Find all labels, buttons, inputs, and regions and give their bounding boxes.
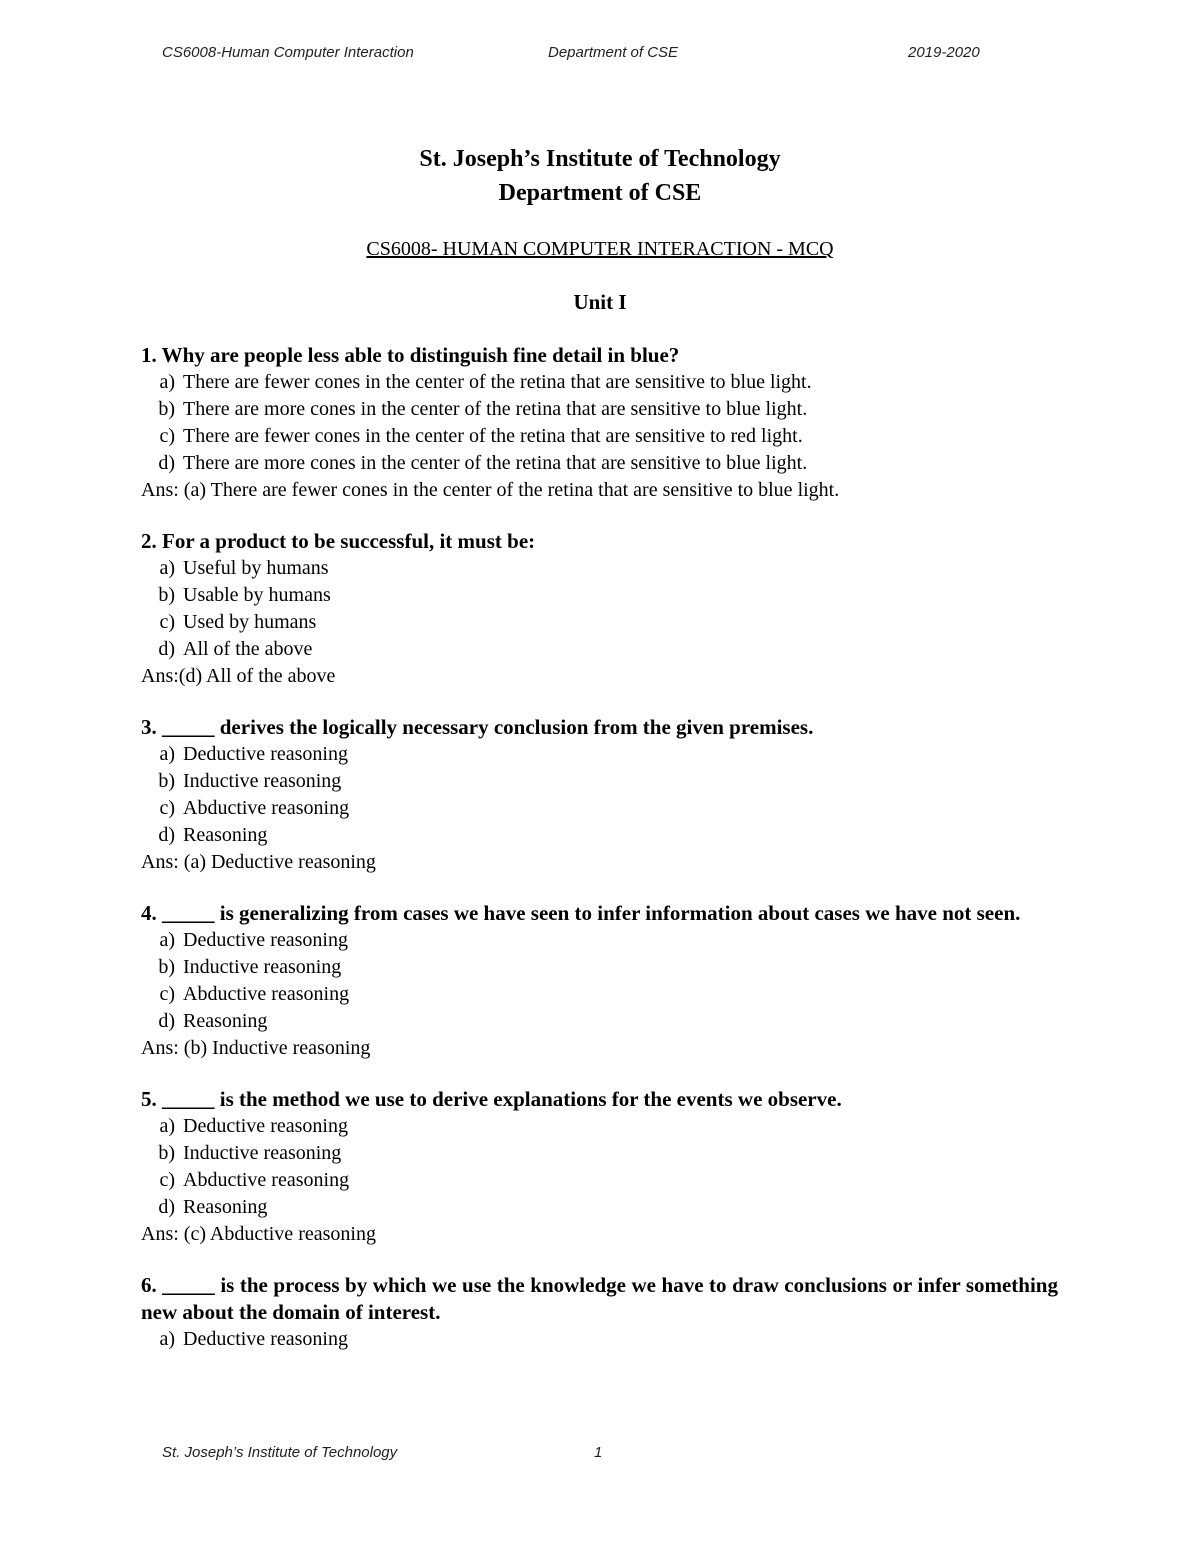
option-label: d) xyxy=(158,1196,175,1218)
unit-heading: Unit I xyxy=(573,290,627,314)
answer-text: Ans: (a) There are fewer cones in the center of the retina that are sensitive to blue light. xyxy=(141,479,840,501)
question-text: 3. _____ derives the logically necessary conclusion from the given premises. xyxy=(141,715,814,739)
answer-text: Ans: (c) Abductive reasoning xyxy=(141,1223,376,1245)
option-text: Inductive reasoning xyxy=(183,1142,342,1164)
option-label: c) xyxy=(159,797,175,819)
answer-text: Ans:(d) All of the above xyxy=(141,665,336,687)
option-item xyxy=(141,582,1058,609)
option-item xyxy=(141,555,1058,582)
option-item xyxy=(141,981,1058,1008)
option-label: c) xyxy=(159,1169,175,1191)
answer-text: Ans: (a) Deductive reasoning xyxy=(141,851,376,873)
option-item xyxy=(141,927,1058,954)
option-label: b) xyxy=(158,584,175,606)
question-text: 6. _____ is the process by which we use the knowledge we have to draw conclusions or infer something new about the domain of interest. xyxy=(141,1273,1058,1324)
option-item xyxy=(141,741,1058,768)
option-label: d) xyxy=(158,452,175,474)
option-label: a) xyxy=(159,743,175,765)
option-item xyxy=(141,609,1058,636)
option-list xyxy=(141,1326,1058,1353)
question-block xyxy=(141,900,1058,1062)
option-text: Usable by humans xyxy=(183,584,331,606)
course-title: CS6008- HUMAN COMPUTER INTERACTION - MCQ xyxy=(366,238,834,260)
question-block xyxy=(141,528,1058,690)
option-item xyxy=(141,1008,1058,1035)
option-text: Reasoning xyxy=(183,1010,268,1032)
option-item xyxy=(141,1140,1058,1167)
option-text: Abductive reasoning xyxy=(183,1169,350,1191)
option-text: Reasoning xyxy=(183,1196,268,1218)
option-label: d) xyxy=(158,1010,175,1032)
option-label: a) xyxy=(159,1328,175,1350)
option-label: b) xyxy=(158,956,175,978)
option-text: Abductive reasoning xyxy=(183,797,350,819)
option-text: Deductive reasoning xyxy=(183,1328,348,1350)
option-label: c) xyxy=(159,611,175,633)
option-label: a) xyxy=(159,557,175,579)
header-department: Department of CSE xyxy=(548,44,679,61)
option-label: b) xyxy=(158,770,175,792)
option-text: All of the above xyxy=(183,638,313,660)
option-label: a) xyxy=(159,929,175,951)
option-item xyxy=(141,450,1058,477)
question-block xyxy=(141,342,1058,504)
option-list xyxy=(141,927,1058,1035)
option-item xyxy=(141,1167,1058,1194)
option-label: c) xyxy=(159,425,175,447)
option-text: Deductive reasoning xyxy=(183,929,348,951)
option-item xyxy=(141,795,1058,822)
question-block xyxy=(141,1272,1058,1353)
option-item xyxy=(141,822,1058,849)
option-label: b) xyxy=(158,1142,175,1164)
department-title: Department of CSE xyxy=(498,180,702,206)
option-item xyxy=(141,369,1058,396)
option-text: There are more cones in the center of the retina that are sensitive to blue light. xyxy=(183,452,808,474)
question-list xyxy=(141,342,1058,1377)
question-text: 5. _____ is the method we use to derive explanations for the events we observe. xyxy=(141,1087,842,1111)
option-text: Reasoning xyxy=(183,824,268,846)
option-text: There are fewer cones in the center of the retina that are sensitive to blue light. xyxy=(183,371,812,393)
option-text: Abductive reasoning xyxy=(183,983,350,1005)
option-list xyxy=(141,1113,1058,1221)
option-item xyxy=(141,954,1058,981)
option-item xyxy=(141,396,1058,423)
option-text: Inductive reasoning xyxy=(183,956,342,978)
title-block xyxy=(0,142,1200,210)
option-list xyxy=(141,369,1058,477)
option-label: d) xyxy=(158,638,175,660)
option-text: Deductive reasoning xyxy=(183,743,348,765)
option-label: c) xyxy=(159,983,175,1005)
option-text: Deductive reasoning xyxy=(183,1115,348,1137)
option-text: There are more cones in the center of the retina that are sensitive to blue light. xyxy=(183,398,808,420)
option-item xyxy=(141,1326,1058,1353)
option-text: There are fewer cones in the center of the retina that are sensitive to red light. xyxy=(183,425,803,447)
option-label: a) xyxy=(159,371,175,393)
option-label: d) xyxy=(158,824,175,846)
option-text: Used by humans xyxy=(183,611,317,633)
question-text: 4. _____ is generalizing from cases we have seen to infer information about cases we have not seen. xyxy=(141,901,1021,925)
question-block xyxy=(141,1086,1058,1248)
institute-title: St. Joseph’s Institute of Technology xyxy=(419,146,781,172)
option-item xyxy=(141,636,1058,663)
option-list xyxy=(141,741,1058,849)
option-label: b) xyxy=(158,398,175,420)
option-label: a) xyxy=(159,1115,175,1137)
option-item xyxy=(141,423,1058,450)
option-item xyxy=(141,1194,1058,1221)
header-year: 2019-2020 xyxy=(908,44,980,61)
option-text: Inductive reasoning xyxy=(183,770,342,792)
question-text: 1. Why are people less able to distinguish fine detail in blue? xyxy=(141,343,680,367)
question-text: 2. For a product to be successful, it must be: xyxy=(141,529,536,553)
footer-institute: St. Joseph’s Institute of Technology xyxy=(162,1444,398,1461)
answer-text: Ans: (b) Inductive reasoning xyxy=(141,1037,371,1059)
option-item xyxy=(141,1113,1058,1140)
question-block xyxy=(141,714,1058,876)
page-number: 1 xyxy=(594,1444,603,1461)
option-list xyxy=(141,555,1058,663)
option-item xyxy=(141,768,1058,795)
option-text: Useful by humans xyxy=(183,557,329,579)
header-course: CS6008-Human Computer Interaction xyxy=(162,44,414,61)
